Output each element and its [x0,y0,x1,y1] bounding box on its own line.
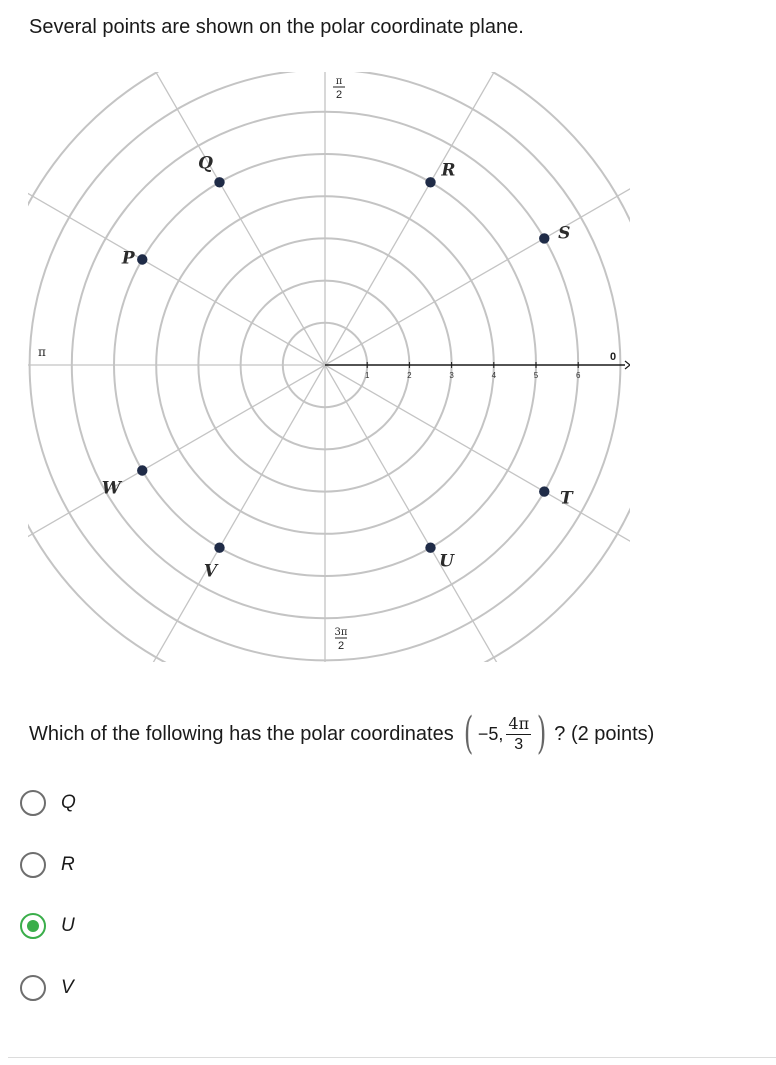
point-p [137,254,147,264]
coord-r: −5, [477,723,504,744]
angle-label-three-half-pi-denominator: 2 [337,640,345,652]
radio-button-u[interactable] [20,913,46,939]
intro-text: Several points are shown on the polar coordinate plane. [29,16,524,38]
radio-button-v[interactable] [20,975,46,1001]
axis-arrow [625,361,630,369]
point-u [425,543,435,553]
point-label-v: V [203,561,218,582]
radio-button-r[interactable] [20,852,46,878]
option-v[interactable] [20,971,76,1005]
point-label-u: U [439,551,454,572]
axis-tick-label-3: 3 [449,371,454,380]
option-q[interactable] [20,786,76,820]
question-text: Which of the following has the polar coordinates [29,722,454,745]
axis-tick-label-2: 2 [407,371,412,380]
question [29,704,654,764]
axis-tick-label-6: 6 [575,371,581,380]
angle-label-half-pi-numerator: π [335,76,343,87]
axis-tick-label-4: 4 [491,371,497,380]
polar-points [102,153,574,581]
option-label-u: U [61,915,75,936]
answer-options [20,786,76,1032]
point-label-q: Q [198,153,213,174]
point-label-s: S [558,223,571,244]
point-label-r: R [441,160,456,181]
radio-button-q[interactable] [20,790,46,816]
angle-label-pi: π [38,345,46,359]
point-t [539,486,549,496]
axis-tick-label-5: 5 [533,371,539,380]
point-label-t: T [559,488,573,509]
axis-tick-label-1: 1 [364,371,370,380]
point-s [539,233,549,243]
question-points: ? (2 points) [554,722,655,745]
point-v [214,543,224,553]
point-q [214,177,224,187]
grid-spoke-30 [325,186,630,365]
divider [8,1057,776,1058]
angle-label-half-pi-denominator: 2 [335,89,343,101]
polar-grid [28,72,630,662]
polar-coordinates [460,708,551,759]
option-label-v: V [61,976,74,998]
angle-label-0: 0 [610,351,617,363]
grid-spoke-330 [325,365,630,544]
angle-label-three-half-pi-numerator: 3π [334,627,348,638]
theta-numerator: 4π [508,713,530,733]
theta-denominator: 3 [514,735,524,753]
option-label-r: R [61,853,75,875]
option-r[interactable] [20,848,76,882]
point-label-p: P [121,248,135,269]
point-w [137,465,147,475]
coord-theta [506,713,531,753]
point-r [425,177,435,187]
point-label-w: W [101,478,121,499]
option-label-q: Q [61,792,76,813]
option-u[interactable] [20,909,76,943]
right-paren: ) [536,708,547,759]
polar-graph [28,72,630,662]
left-paren: ( [463,708,473,759]
